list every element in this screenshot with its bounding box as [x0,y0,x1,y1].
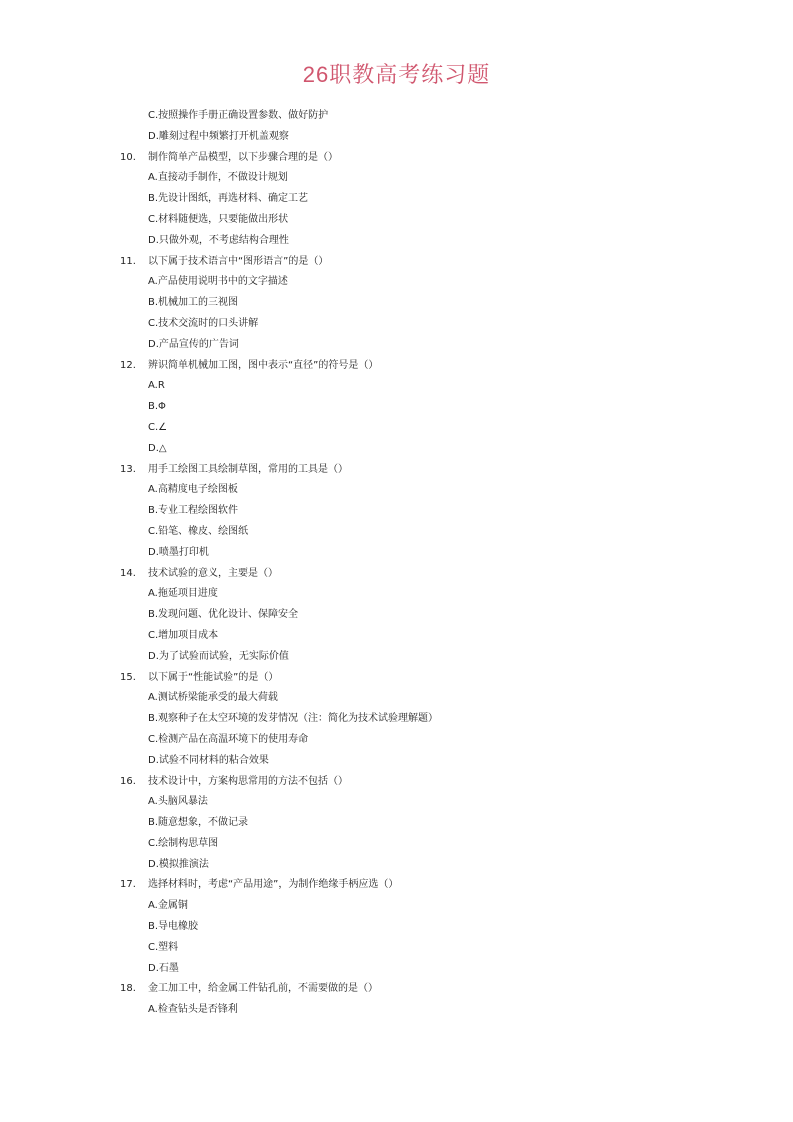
question-number: 17. [120,879,136,891]
option-text: A.直接动手制作，不做设计规划 [148,172,288,184]
question-number: 13. [120,463,136,475]
option-text: B.导电橡胶 [148,921,199,933]
option-text: C.材料随便选，只要能做出形状 [148,213,289,225]
question-list [0,106,793,1021]
option-line [0,896,793,917]
option-text: A.高精度电子绘图板 [148,484,238,496]
option-text: D.为了试验而试验，无实际价值 [148,650,289,662]
option-text: B.观察种子在太空环境的发芽情况（注：简化为技术试验理解题） [148,713,439,725]
question-number: 11. [120,255,136,267]
question-stem: 以下属于技术语言中“图形语言”的是（） [148,255,329,267]
option-text: B.发现问题、优化设计、保障安全 [148,609,299,621]
option-line [0,231,793,252]
question-line [0,356,793,377]
option-line [0,626,793,647]
option-text: C.铅笔、橡皮、绘图纸 [148,525,249,537]
question-stem: 制作简单产品模型，以下步骤合理的是（） [148,151,338,163]
option-line [0,584,793,605]
option-text: C.增加项目成本 [148,629,219,641]
option-text: A.R [148,380,165,392]
option-line [0,605,793,626]
question-line [0,772,793,793]
question-stem: 辨识简单机械加工图，图中表示“直径”的符号是（） [148,359,379,371]
option-line [0,418,793,439]
question-stem: 以下属于“性能试验”的是（） [148,671,279,683]
option-text: D.试验不同材料的粘合效果 [148,754,269,766]
question-number: 18. [120,983,136,995]
question-line [0,148,793,169]
option-line [0,127,793,148]
question-number: 14. [120,567,136,579]
question-stem: 金工加工中，给金属工件钻孔前，不需要做的是（） [148,983,378,995]
question-number: 16. [120,775,136,787]
question-line [0,252,793,273]
option-text: A.金属铜 [148,900,188,912]
option-line [0,168,793,189]
question-number: 12. [120,359,136,371]
option-line [0,813,793,834]
option-line [0,834,793,855]
option-line [0,106,793,127]
option-line [0,293,793,314]
option-text: C.塑料 [148,941,179,953]
option-line [0,792,793,813]
option-line [0,543,793,564]
option-text: D.石墨 [148,962,179,974]
option-line [0,335,793,356]
option-text: A.产品使用说明书中的文字描述 [148,276,288,288]
question-line [0,875,793,896]
option-line [0,938,793,959]
option-line [0,210,793,231]
option-text: D.△ [148,442,167,454]
option-text: D.模拟推演法 [148,858,209,870]
option-line [0,314,793,335]
option-line [0,501,793,522]
option-line [0,855,793,876]
question-stem: 选择材料时，考虑“产品用途”，为制作绝缘手柄应选（） [148,879,399,891]
question-line [0,564,793,585]
option-text: C.技术交流时的口头讲解 [148,317,259,329]
question-number: 10. [120,151,136,163]
option-text: C.按照操作手册正确设置参数、做好防护 [148,110,329,121]
option-text: D.喷墨打印机 [148,546,209,558]
option-text: B.专业工程绘图软件 [148,505,239,517]
option-text: A.头脑风暴法 [148,796,208,808]
page-title: 26职教高考练习题 [302,62,491,87]
option-line [0,480,793,501]
option-line [0,730,793,751]
option-text: B.机械加工的三视图 [148,297,239,309]
option-line [0,647,793,668]
option-text: B.先设计图纸，再选材料、确定工艺 [148,193,309,205]
option-line [0,959,793,980]
option-line [0,439,793,460]
option-line [0,917,793,938]
option-text: A.检查钻头是否锋利 [148,1004,238,1016]
option-text: D.产品宣传的广告词 [148,338,239,350]
question-line [0,668,793,689]
option-text: C.∠ [148,421,168,433]
option-text: D.只做外观，不考虑结构合理性 [148,234,289,246]
option-line [0,397,793,418]
option-line [0,688,793,709]
option-text: C.绘制构思草图 [148,837,219,849]
option-text: A.测试桥梁能承受的最大荷载 [148,692,278,704]
option-line [0,1000,793,1021]
option-line [0,709,793,730]
question-line [0,460,793,481]
question-stem: 用手工绘图工具绘制草图，常用的工具是（） [148,463,348,475]
question-line [0,979,793,1000]
option-text: B.Φ [148,401,166,413]
option-line [0,189,793,210]
option-text: D.雕刻过程中频繁打开机盖观察 [148,130,289,142]
option-text: B.随意想象，不做记录 [148,817,249,829]
option-line [0,522,793,543]
option-line [0,376,793,397]
question-stem: 技术试验的意义，主要是（） [148,567,278,579]
question-number: 15. [120,671,136,683]
question-stem: 技术设计中，方案构思常用的方法不包括（） [148,775,348,787]
option-line [0,272,793,293]
option-text: A.拖延项目进度 [148,588,218,600]
option-line [0,751,793,772]
option-text: C.检测产品在高温环境下的使用寿命 [148,733,309,745]
